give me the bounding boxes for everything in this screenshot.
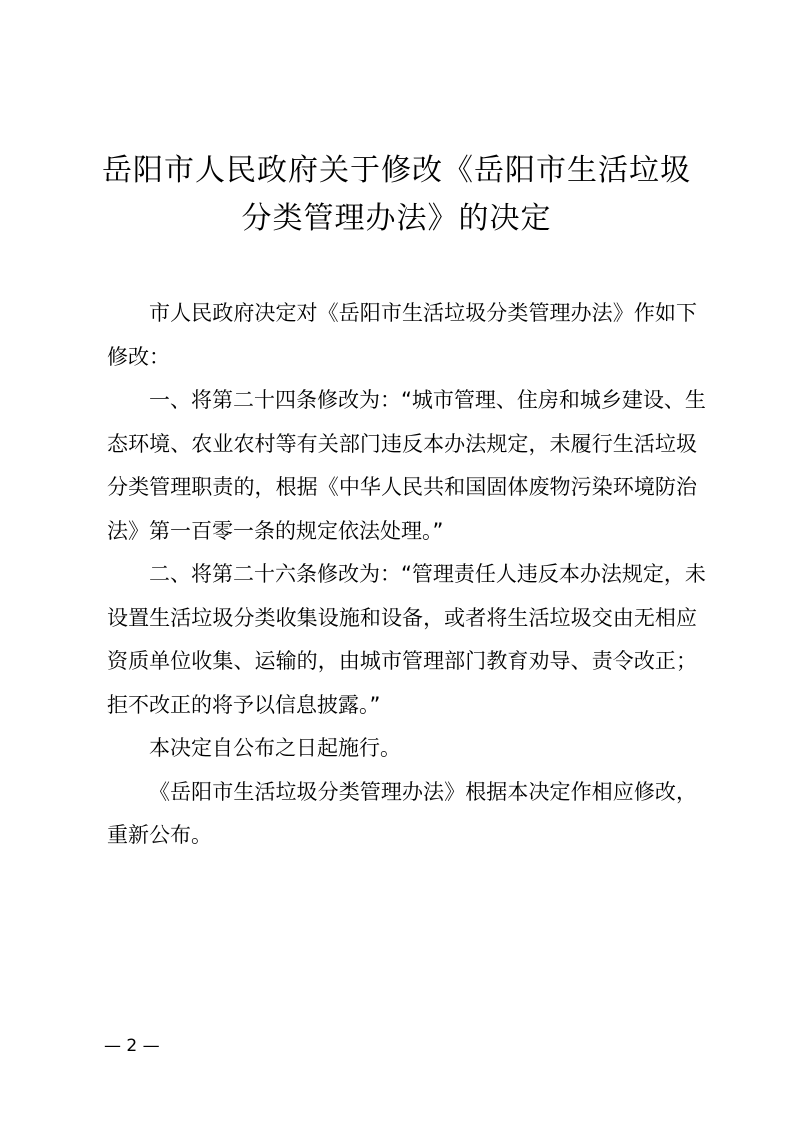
paragraph-item-one-line-2: 态环境、农业农村等有关部门违反本办法规定，未履行生活垃圾	[107, 432, 697, 456]
paragraph-item-one-line-4: 法》第一百零一条的规定依法处理。”	[107, 519, 444, 543]
paragraph-item-two-line-1: 二、将第二十六条修改为：“管理责任人违反本办法规定，未	[149, 562, 706, 586]
paragraph-item-two-line-2: 设置生活垃圾分类收集设施和设备，或者将生活垃圾交由无相应	[107, 606, 697, 630]
paragraph-item-two-line-3: 资质单位收集、运输的，由城市管理部门教育劝导、责令改正；	[107, 649, 697, 673]
page-number: — 2 —	[104, 1036, 160, 1056]
paragraph-item-one-line-1: 一、将第二十四条修改为：“城市管理、住房和城乡建设、生	[149, 388, 706, 412]
paragraph-intro-line-2: 修改：	[107, 345, 170, 369]
paragraph-republish-line-2: 重新公布。	[107, 823, 212, 847]
paragraph-item-two-line-4: 拒不改正的将予以信息披露。”	[107, 693, 381, 717]
paragraph-republish-line-1: 《岳阳市生活垃圾分类管理办法》根据本决定作相应修改，	[149, 780, 697, 804]
paragraph-item-one-line-3: 分类管理职责的，根据《中华人民共和国固体废物污染环境防治	[107, 475, 697, 499]
document-title-line-2: 分类管理办法》的决定	[241, 201, 552, 236]
document-title-line-1: 岳阳市人民政府关于修改《岳阳市生活垃圾	[102, 153, 691, 188]
paragraph-effective-date: 本决定自公布之日起施行。	[149, 736, 401, 760]
paragraph-intro-line-1: 市人民政府决定对《岳阳市生活垃圾分类管理办法》作如下	[149, 301, 697, 325]
